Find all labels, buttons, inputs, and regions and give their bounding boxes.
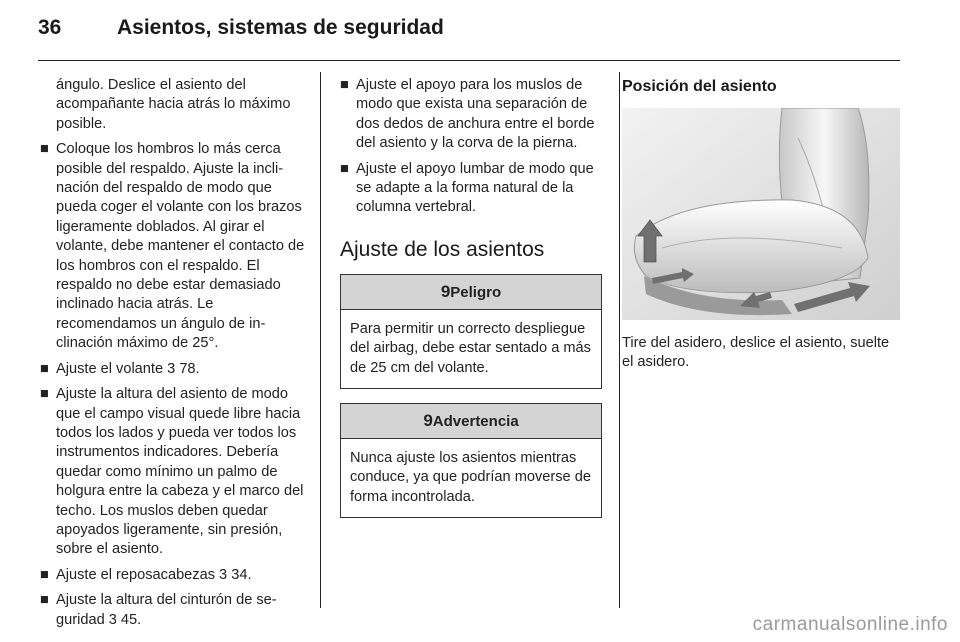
- header-rule: [38, 60, 900, 61]
- page-header: [0, 0, 960, 62]
- list-item-text: Ajuste el volante 3 78.: [56, 360, 200, 377]
- column-right: [622, 76, 902, 373]
- list-item: [340, 160, 602, 218]
- danger-text: Para permitir un correcto despliegue del airbag, debe estar sentado a más de 25 cm del volante.: [350, 320, 591, 376]
- watermark: carmanualsonline.info: [752, 614, 948, 635]
- list-item-text: Ajuste el apoyo para los muslos de modo que exista una separación de dos dedos de anchura entre el borde del asiento y la corva de la pierna.: [356, 77, 595, 152]
- bullet-marker: ■: [40, 360, 49, 377]
- bullet-marker: ■: [340, 160, 349, 177]
- bullet-marker: ■: [40, 386, 49, 403]
- list-item-text: Ajuste el reposacabezas 3 34.: [56, 566, 252, 583]
- page-title: Asientos, sistemas de seguridad: [117, 16, 444, 39]
- list-item: [40, 385, 306, 560]
- warning-triangle-icon: 9: [423, 411, 433, 431]
- bullet-marker: ■: [40, 141, 49, 158]
- list-item-text: Ajuste la altura del cinturón de seguridad 3 45.: [56, 592, 277, 628]
- section-heading: Ajuste de los asientos: [340, 237, 545, 261]
- subsection-heading: Posición del asiento: [622, 78, 777, 95]
- list-item: [40, 360, 306, 379]
- intro-paragraph: ángulo. Deslice el asiento del acompañante hacia atrás lo máximo posible.: [56, 77, 291, 132]
- bullet-marker: ■: [40, 566, 49, 583]
- danger-box-header: [341, 275, 601, 310]
- column-middle: [340, 76, 602, 532]
- list-item-text: Coloque los hombros lo más cerca posible del respaldo. Ajuste la inclinación del respaldo de modo que pueda coger el volante con los brazos ligeramente doblados. Al girar el volante, debe mantener el contacto de los hombros con el respaldo. El respaldo no debe estar demasiado inclinado hacia atrás. Le recomendamos un ángulo de inclinación máximo de 25°.: [56, 141, 305, 352]
- bullet-marker: ■: [340, 77, 349, 93]
- page-number: 36: [38, 16, 62, 39]
- bullet-marker: ■: [40, 592, 49, 609]
- warning-box-header: [341, 404, 601, 439]
- column-divider-1: [320, 72, 321, 608]
- danger-title: Peligro: [450, 283, 502, 301]
- list-item: [40, 566, 306, 585]
- warning-title: Advertencia: [432, 413, 519, 431]
- column-left: [40, 76, 306, 636]
- seat-adjustment-illustration: [622, 108, 900, 320]
- warning-triangle-icon: 9: [440, 281, 451, 301]
- danger-box: [340, 274, 602, 389]
- list-item: [40, 591, 306, 630]
- list-item-text: Ajuste el apoyo lumbar de modo que se adapte a la forma natural de la columna vertebral.: [356, 160, 594, 216]
- column-divider-2: [619, 72, 620, 608]
- warning-box: [340, 403, 602, 518]
- list-item: [40, 140, 306, 353]
- warning-text: Nunca ajuste los asientos mientras conduce, ya que podrían moverse de forma incontrolada.: [350, 450, 591, 505]
- figure-caption: Tire del asidero, deslice el asiento, suelte el asidero.: [622, 335, 890, 371]
- list-item-text: Ajuste la altura del asiento de modo que el campo visual quede libre hacia todos los lados y pueda ver todos los instrumentos indicadores. Debería quedar como mínimo un palmo de holgura entre la cabeza y el marco del techo. Los muslos deben quedar apoyados ligeramente, sin presión, sobre el asiento.: [56, 386, 304, 558]
- list-item: [340, 76, 602, 154]
